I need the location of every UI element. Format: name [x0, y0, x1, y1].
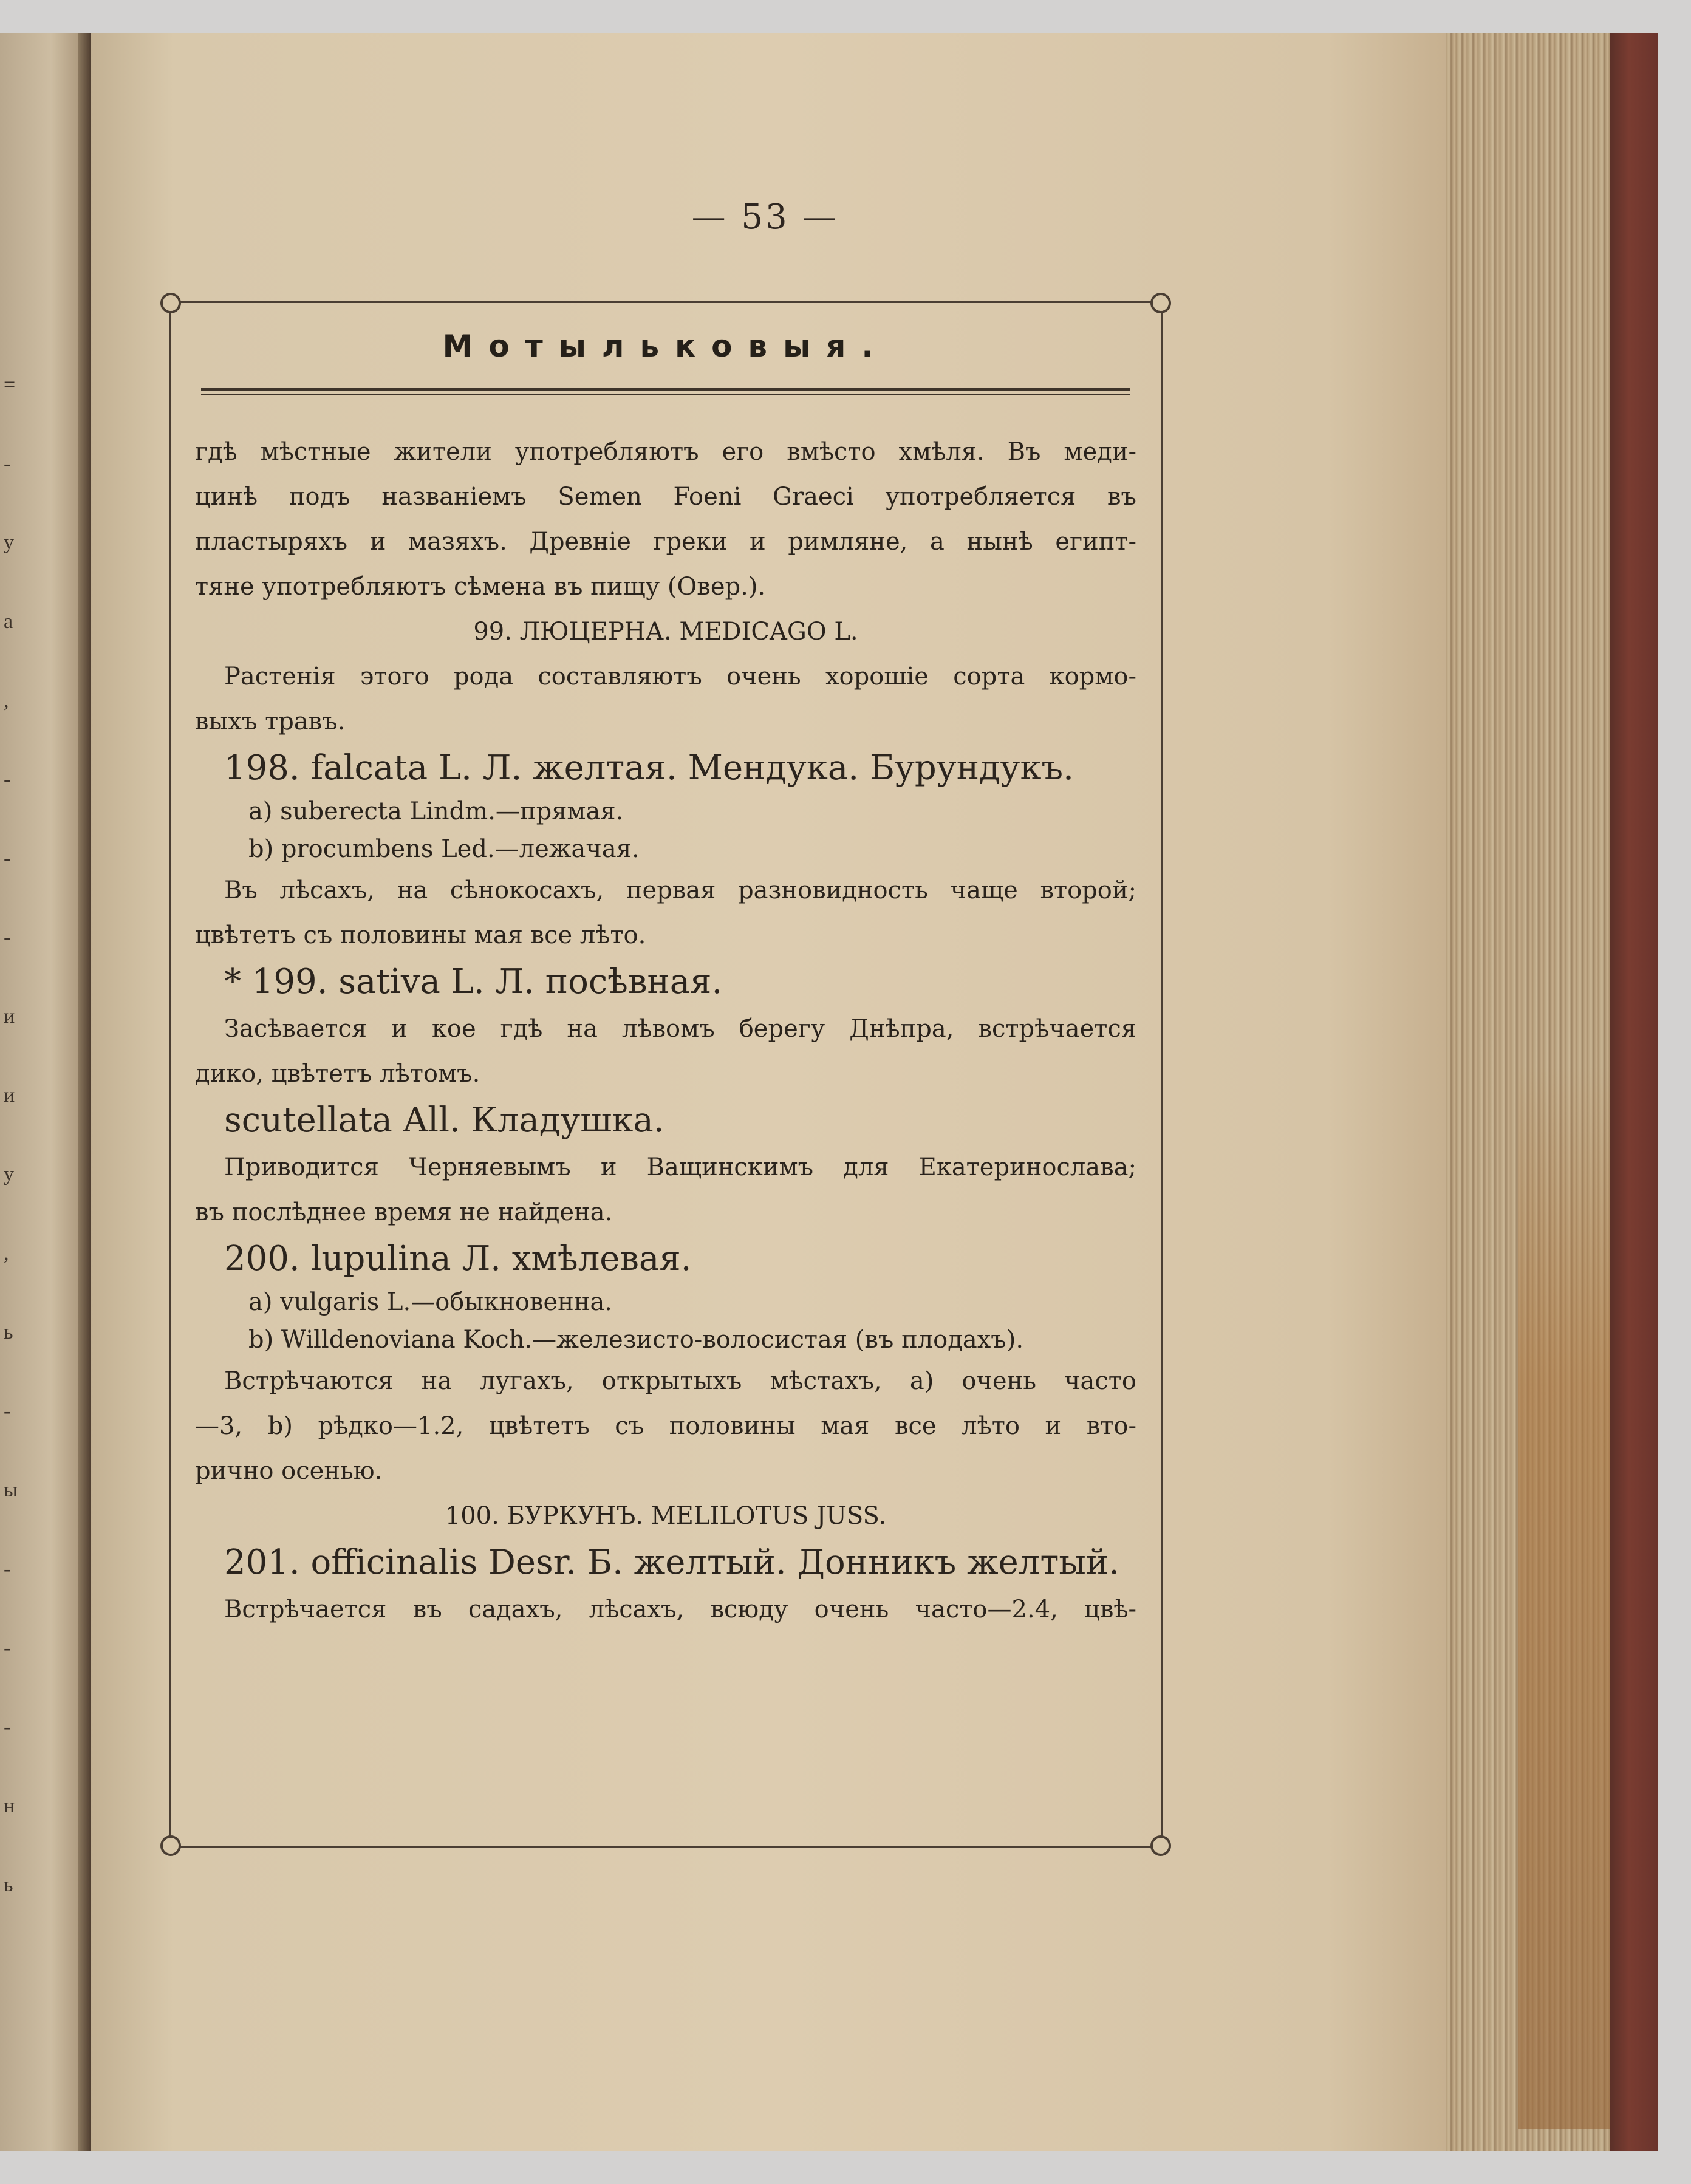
variety-line: b) Willdenoviana Koch.—железисто-волосистая (въ плодахъ).: [248, 1326, 1024, 1354]
frame-corner-ornament: [1150, 1835, 1171, 1856]
text-line: Приводится Черняевымъ и Ващинскимъ для Екатеринослава;: [224, 1153, 1136, 1181]
left-page-glyph: -: [4, 926, 11, 949]
left-page-glyph: ь: [4, 1874, 13, 1896]
left-page-glyph: ,: [4, 1242, 9, 1264]
species-line: scutellata All. Кладушка.: [224, 1101, 664, 1140]
left-page-glyph: ,: [4, 689, 9, 712]
text-line: пластыряхъ и мазяхъ. Древніе греки и римляне, а нынѣ египт-: [195, 528, 1136, 556]
text-line: Засѣвается и кое гдѣ на лѣвомъ берегу Днѣпра, встрѣчается: [224, 1015, 1136, 1043]
text-line: дико, цвѣтетъ лѣтомъ.: [195, 1060, 480, 1088]
species-line: 198. falcata L. Л. желтая. Мендука. Бурундукъ.: [224, 748, 1074, 788]
species-line: 201. officinalis Desr. Б. желтый. Донникъ желтый.: [224, 1543, 1119, 1582]
page-number: — 53 —: [691, 197, 839, 237]
left-page-glyph: -: [4, 1637, 11, 1659]
left-page-glyph: у: [4, 531, 14, 554]
text-line: Встрѣчается въ садахъ, лѣсахъ, всюду очень часто—2.4, цвѣ-: [224, 1595, 1136, 1623]
left-page-glyph: н: [4, 1795, 15, 1817]
left-page-glyph: ы: [4, 1479, 18, 1501]
left-page-glyph: а: [4, 610, 13, 633]
genus-heading: 100. БУРКУНЪ. MELILOTUS JUSS.: [445, 1502, 887, 1530]
text-line: рично осенью.: [195, 1457, 383, 1485]
left-page-glyph: -: [4, 847, 11, 870]
left-page-glyph: у: [4, 1163, 14, 1186]
text-line: гдѣ мѣстные жители употребляютъ его вмѣсто хмѣля. Въ меди-: [195, 438, 1136, 466]
left-page-glyph: -: [4, 1558, 11, 1580]
heading-rule: [201, 388, 1130, 395]
left-page-glyph: и: [4, 1084, 15, 1107]
text-line: Растенія этого рода составляютъ очень хорошіе сорта кормо-: [224, 663, 1136, 691]
frame-corner-ornament: [160, 1835, 181, 1856]
page-fore-edge: [1446, 33, 1610, 2151]
variety-line: a) suberecta Lindm.—прямая.: [248, 797, 624, 825]
text-line: —3, b) рѣдко—1.2, цвѣтетъ съ половины мая все лѣто и вто-: [195, 1412, 1136, 1440]
book-cover-edge: [1610, 33, 1658, 2151]
body-text: [195, 429, 1136, 1632]
frame-corner-ornament: [1150, 293, 1171, 313]
species-line: 200. lupulina Л. хмѣлевая.: [224, 1239, 692, 1278]
text-line: тяне употребляютъ сѣмена въ пищу (Овер.).: [195, 573, 766, 601]
text-line: выхъ травъ.: [195, 708, 346, 735]
frame-corner-ornament: [160, 293, 181, 313]
page-stain: [1518, 1066, 1610, 2129]
variety-line: a) vulgaris L.—обыкновенна.: [248, 1288, 613, 1316]
left-page-text-fragments: [0, 33, 36, 2151]
species-line: * 199. sativa L. Л. посѣвная.: [224, 962, 723, 1002]
text-line: цвѣтетъ съ половины мая все лѣто.: [195, 921, 646, 949]
left-page-glyph: -: [4, 768, 11, 791]
left-page-fragment: [0, 33, 85, 2151]
left-page-glyph: и: [4, 1005, 15, 1028]
text-frame: [169, 301, 1163, 1848]
left-page-glyph: -: [4, 1716, 11, 1738]
variety-line: b) procumbens Led.—лежачая.: [248, 835, 640, 863]
text-line: Встрѣчаются на лугахъ, открытыхъ мѣстахъ, а) очень часто: [224, 1367, 1136, 1395]
book-scan: [0, 33, 1658, 2151]
text-line: въ послѣднее время не найдена.: [195, 1198, 613, 1226]
text-line: Въ лѣсахъ, на сѣнокосахъ, первая разновидность чаще второй;: [224, 876, 1136, 904]
left-page-glyph: ь: [4, 1321, 13, 1343]
left-page-glyph: -: [4, 1400, 11, 1422]
left-page-glyph: =: [4, 374, 16, 396]
text-line: цинѣ подъ названіемъ Semen Foeni Graeci употребляется въ: [195, 483, 1136, 511]
section-heading: Мотыльковыя.: [442, 329, 889, 364]
genus-heading: 99. ЛЮЦЕРНА. MEDICAGO L.: [473, 618, 858, 646]
left-page-glyph: -: [4, 452, 11, 475]
